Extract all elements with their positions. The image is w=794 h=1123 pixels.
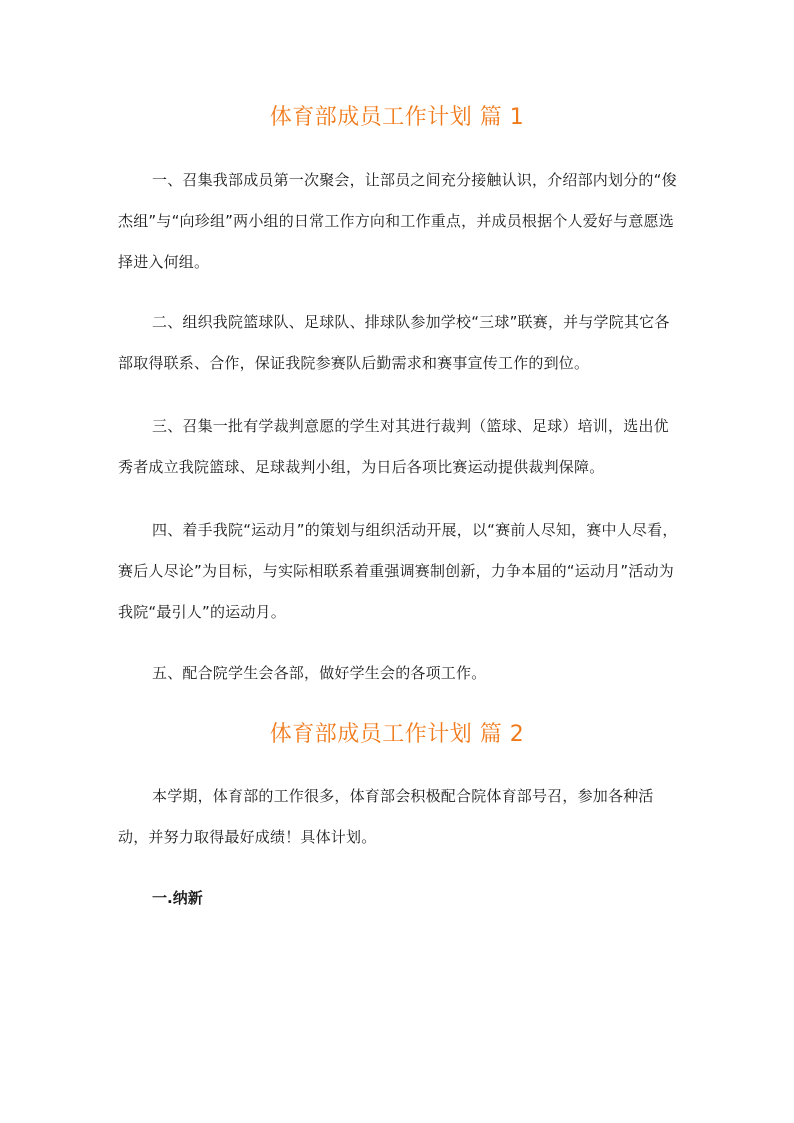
section-2-subheading: 一.纳新 [152,889,203,907]
section-1-paragraph-3: 三、召集一批有学裁判意愿的学生对其进行裁判（篮球、足球）培训，选出优秀者成立我院篮球、足球裁判小组，为日后各项比赛运动提供裁判保障。 [118,417,669,476]
section-1-paragraph-5: 五、配合院学生会各部，做好学生会的各项工作。 [152,664,487,682]
section-1-paragraph-1: 一、召集我部成员第一次聚会，让部员之间充分接触认识，介绍部内划分的“俊杰组”与“向珍组”两小组的日常工作方向和工作重点，并成员根据个人爱好与意愿选择进入何组。 [118,171,677,271]
section-2-title: 体育部成员工作计划 篇 2 [269,722,525,747]
section-1-paragraph-2: 二、组织我院篮球队、足球队、排球队参加学校“三球”联赛，并与学院其它各部取得联系、合作，保证我院参赛队后勤需求和赛事宣传工作的到位。 [118,313,670,372]
section-1-paragraph-4: 四、着手我院“运动月”的策划与组织活动开展，以“赛前人尽知，赛中人尽看，赛后人尽论”为目标，与实际相联系着重强调赛制创新，力争本届的“运动月”活动为我院“最引人”的运动月。 [118,521,678,621]
section-2-paragraph-1: 本学期，体育部的工作很多，体育部会积极配合院体育部号召，参加各种活动，并努力取得最好成绩！具体计划。 [118,787,654,846]
section-1-title: 体育部成员工作计划 篇 1 [269,105,525,130]
